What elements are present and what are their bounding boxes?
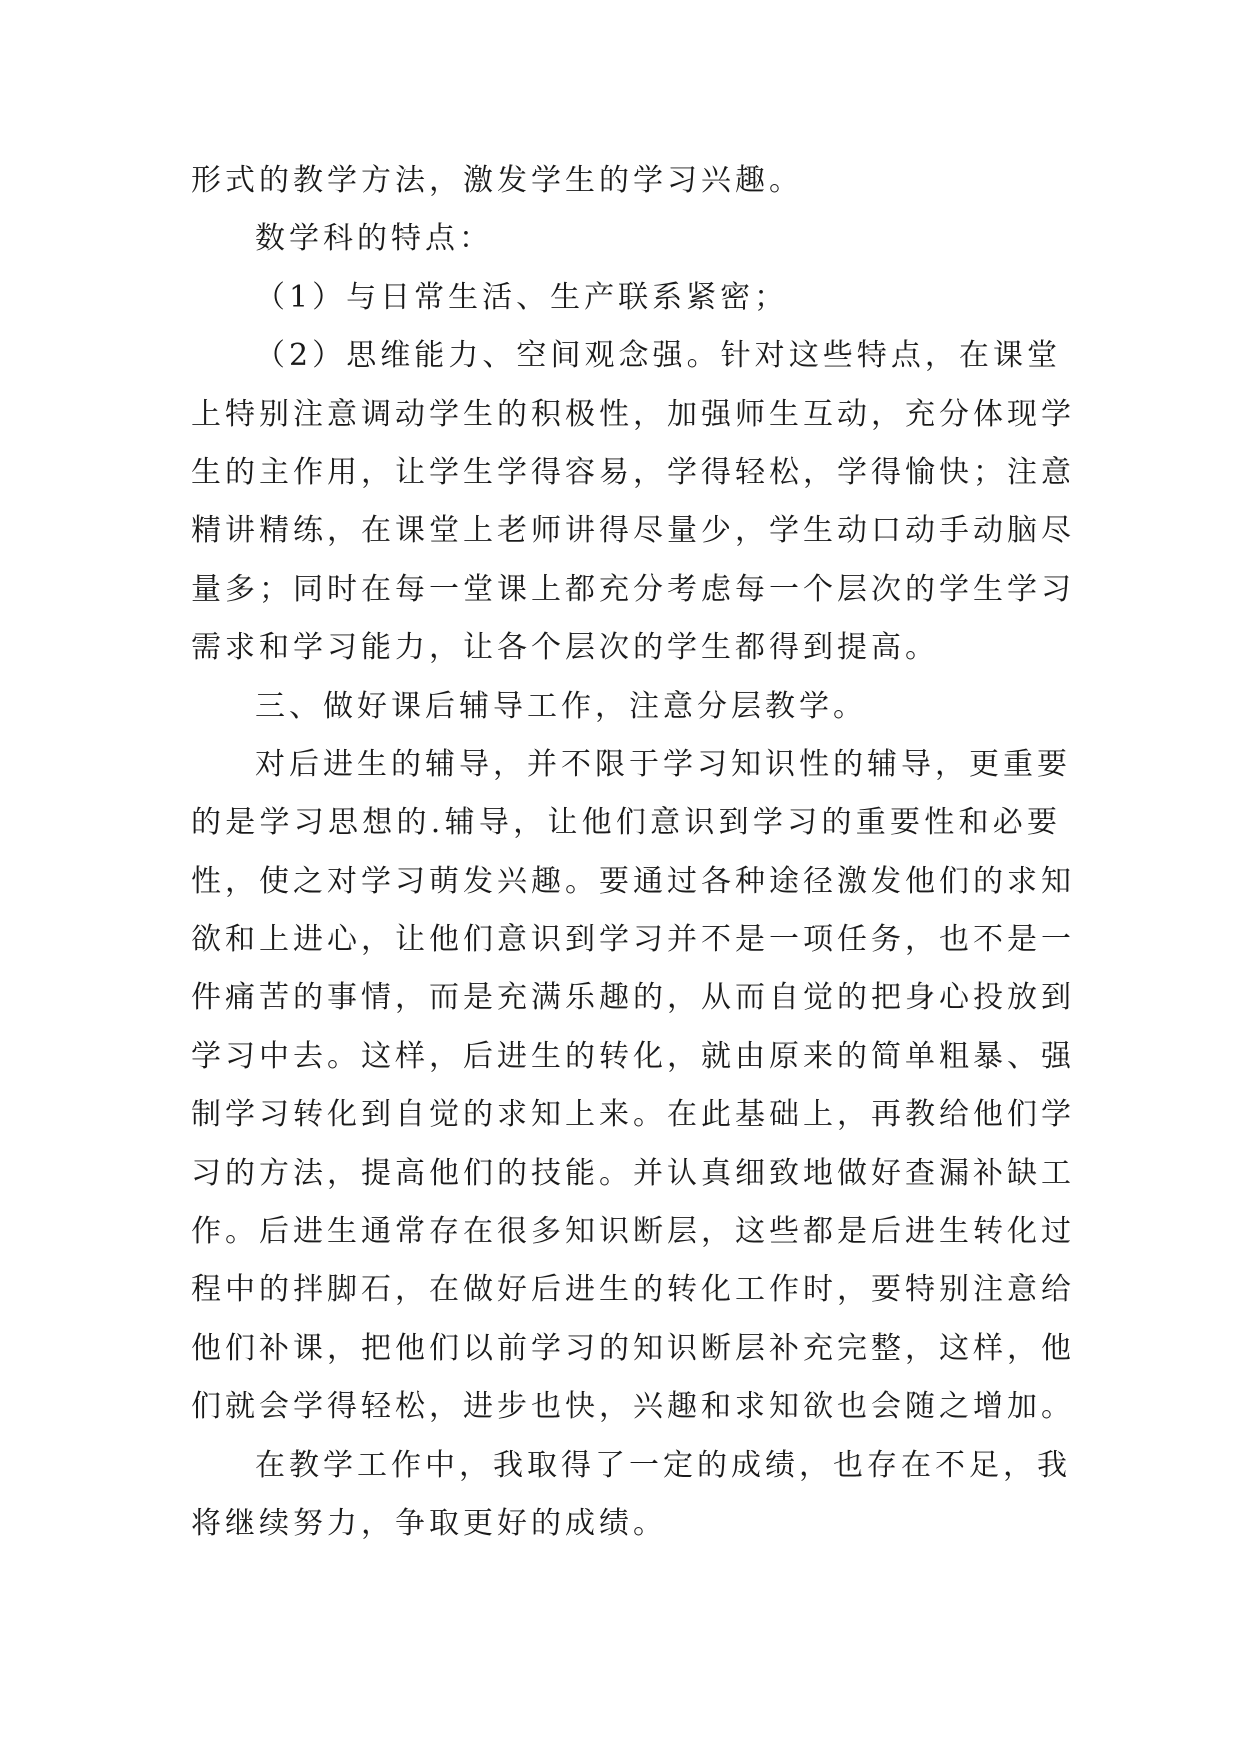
text-line: 习的方法，提高他们的技能。并认真细致地做好查漏补缺工 [191, 1155, 1075, 1191]
document-body [191, 152, 1075, 1553]
text-line: 将继续努力，争取更好的成绩。 [191, 1505, 667, 1541]
text-line: 在教学工作中，我取得了一定的成绩，也存在不足，我 [255, 1447, 1071, 1483]
text-line: 件痛苦的事情，而是充满乐趣的，从而自觉的把身心投放到 [191, 980, 1075, 1016]
text-line: （2）思维能力、空间观念强。针对这些特点，在课堂 [255, 338, 1061, 374]
text-line: 程中的拌脚石，在做好后进生的转化工作时，要特别注意给 [191, 1272, 1075, 1308]
text-line: 作。后进生通常存在很多知识断层，这些都是后进生转化过 [191, 1214, 1075, 1250]
text-line: 量多；同时在每一堂课上都充分考虑每一个层次的学生学习 [191, 571, 1075, 607]
text-line: 三、做好课后辅导工作，注意分层教学。 [255, 688, 867, 724]
text-line: 形式的教学方法，激发学生的学习兴趣。 [191, 163, 803, 198]
text-line: 数学科的特点： [255, 221, 493, 257]
text-line: 生的主作用，让学生学得容易，学得轻松，学得愉快；注意 [191, 454, 1075, 490]
text-line: 他们补课，把他们以前学习的知识断层补充完整，这样，他 [191, 1330, 1075, 1366]
text-line: 制学习转化到自觉的求知上来。在此基础上，再教给他们学 [191, 1097, 1075, 1133]
text-line: 性，使之对学习萌发兴趣。要通过各种途径激发他们的求知 [191, 863, 1075, 899]
text-line: 需求和学习能力，让各个层次的学生都得到提高。 [191, 630, 939, 666]
text-line: 们就会学得轻松，进步也快，兴趣和求知欲也会随之增加。 [191, 1389, 1075, 1425]
text-line: 精讲精练，在课堂上老师讲得尽量少，学生动口动手动脑尽 [191, 513, 1075, 549]
text-line: 学习中去。这样，后进生的转化，就由原来的简单粗暴、强 [191, 1038, 1075, 1074]
text-line: 对后进生的辅导，并不限于学习知识性的辅导，更重要 [255, 746, 1071, 782]
text-line: 的是学习思想的.辅导，让他们意识到学习的重要性和必要 [191, 805, 1061, 841]
text-line: 上特别注意调动学生的积极性，加强师生互动，充分体现学 [191, 396, 1075, 432]
text-line: 欲和上进心，让他们意识到学习并不是一项任务，也不是一 [191, 922, 1075, 958]
text-line: （1）与日常生活、生产联系紧密； [255, 279, 789, 315]
